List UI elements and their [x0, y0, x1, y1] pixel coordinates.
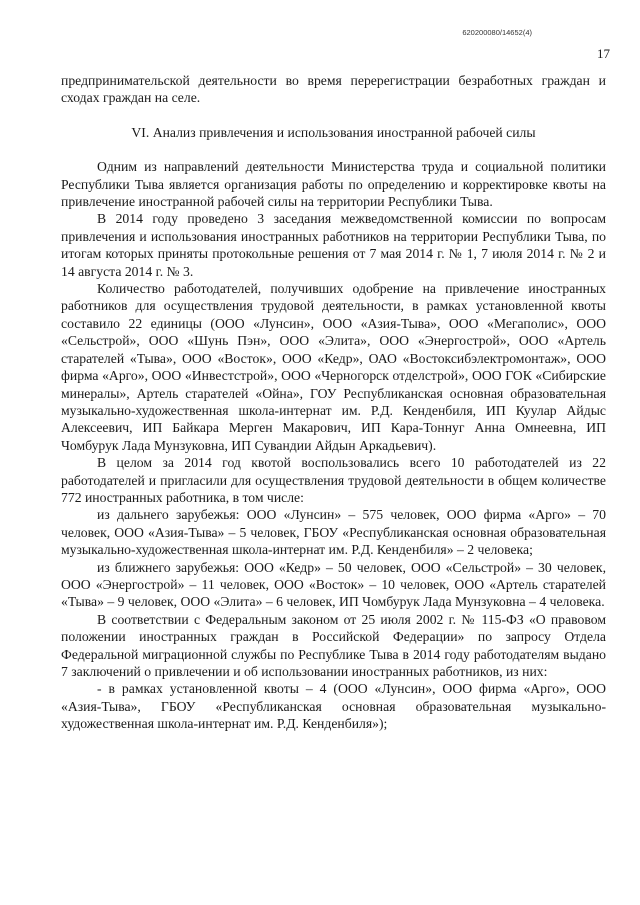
document-body: [61, 72, 606, 733]
paragraph: В соответствии с Федеральным законом от 25 июля 2002 г. № 115-ФЗ «О правовом положении иностранных граждан в Российской Федерации» по запросу Отдела Федеральной миграционной службы по Республике Тыва в 2014 году работодателям выдано 7 заключений о привлечении и об использовании иностранных работников, из них:: [61, 611, 606, 679]
paragraph: - в рамках установленной квоты – 4 (ООО «Лунсин», ООО фирма «Арго», ООО «Азия-Тыва», ГБОУ «Республиканская основная образовательная музыкально-художественная школа-интернат им. Р.Д. Кенденбиля»);: [61, 681, 606, 732]
paragraph: Одним из направлений деятельности Министерства труда и социальной политики Республики Тыва является организация работы по определению и корректировке квоты на привлечение иностранной рабочей силы на территории Республики Тыва.: [61, 159, 606, 210]
page-number: 17: [597, 46, 610, 61]
document-code: 620200080/14652(4): [462, 28, 532, 37]
section-heading: VI. Анализ привлечения и использования иностранной рабочей силы: [131, 124, 536, 140]
paragraph: В 2014 году проведено 3 заседания межведомственной комиссии по вопросам привлечения и использования иностранных работников на территории Республики Тыва, по итогам которых приняты протокольные решения от 7 мая 2014 г. № 1, 7 июля 2014 г. № 2 и 14 августа 2014 г. № 3.: [61, 211, 606, 279]
paragraph: из дальнего зарубежья: ООО «Лунсин» – 575 человек, ООО фирма «Арго» – 70 человек, ООО «Азия-Тыва» – 5 человек, ГБОУ «Республиканская основная образовательная музыкально-художественная школа-интернат им. Р.Д. Кенденбиля» – 2 человека;: [61, 507, 606, 558]
paragraph: из ближнего зарубежья: ООО «Кедр» – 50 человек, ООО «Сельстрой» – 30 человек, ООО «Энергострой» – 11 человек, ООО «Восток» – 10 человек, ООО «Артель старателей «Тыва» – 9 человек, ООО «Элита» – 6 человек, ИП Чомбурук Лада Мунзуковна – 4 человека.: [61, 559, 606, 610]
paragraph: Количество работодателей, получивших одобрение на привлечение иностранных работников для осуществления трудовой деятельности, в рамках установленной квоты составило 22 единицы (ООО «Лунсин», ООО «Азия-Тыва», ООО «Мегаполис», ООО «Сельстрой», ООО «Шунь Пэн», ООО «Элита», ООО «Энергострой», ООО «Артель старателей «Тыва», ООО «Восток», ООО «Кедр», ОАО «Востоксибэлектромонтаж», ООО фирма «Арго», ООО «Инвестстрой», ООО «Черногорск отделстрой», ООО ГОК «Сибирские минералы», Артель старателей «Ойна», ГОУ Республиканская основная образовательная музыкально-художественная школа-интернат им. Р.Д. Кенденбиля, ИП Куулар Айдыс Алексеевич, ИП Байкара Мерген Макарович, ИП Кара-Тоннуг Анна Омнеевна, ИП Чомбурук Лада Мунзуковна, ИП Сувандии Айдын Аркадьевич).: [61, 281, 606, 453]
continuation-paragraph: предпринимательской деятельности во время перерегистрации безработных граждан и сходах граждан на селе.: [61, 73, 606, 106]
paragraph: В целом за 2014 год квотой воспользовались всего 10 работодателей из 22 работодателей и пригласили для осуществления трудовой деятельности в общем количестве 772 иностранных работника, в том числе:: [61, 455, 606, 505]
